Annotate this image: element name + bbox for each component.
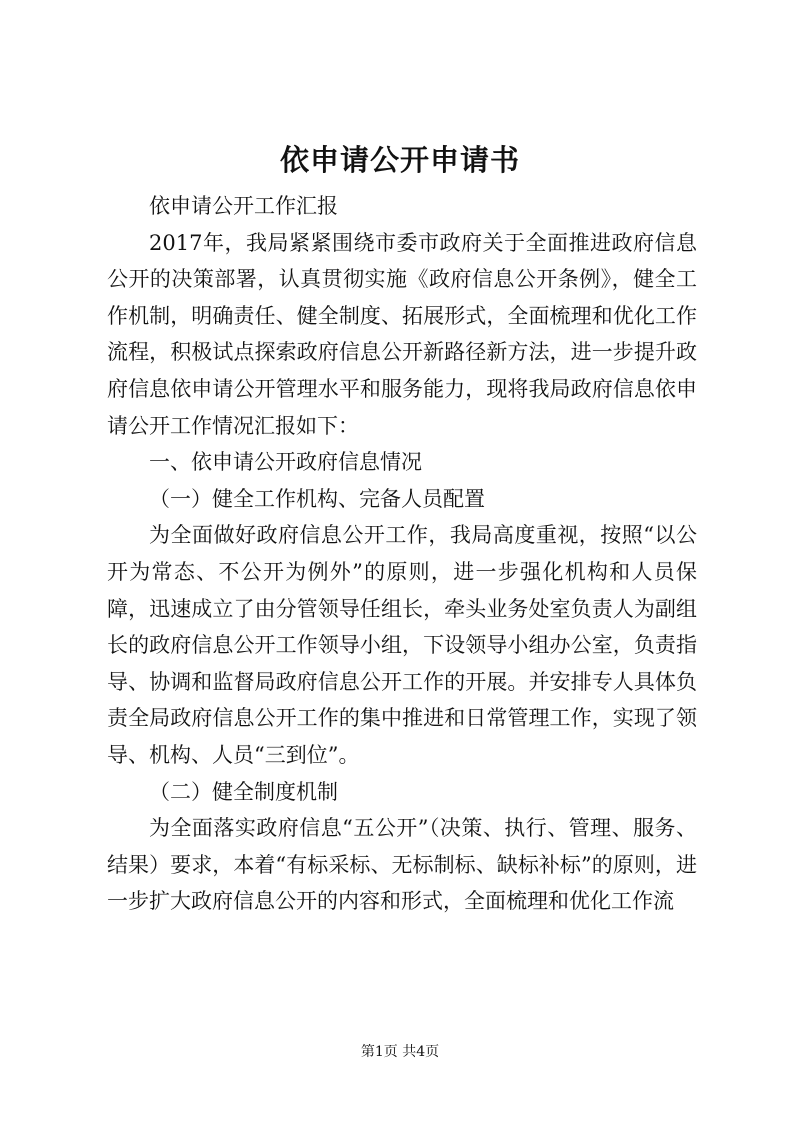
section-heading-1: 一、依申请公开政府信息情况 [149,450,422,475]
page-footer: 第1页 共4页 [360,1044,440,1060]
subsection-heading-1: （一）健全工作机构、完备人员配置 [149,486,485,511]
paragraph-organization: 为全面做好政府信息公开工作，我局高度重视，按照“以公开为常态、不公开为例外”的原则，进一步强化机构和人员保障，迅速成立了由分管领导任组长，牵头业务处室负责人为副组长的政府信息公开工作领导小组，下设领导小组办公室，负责指导、协调和监督局政府信息公开工作的开展。并安排专人具体负责全局政府信息公开工作的集中推进和日常管理工作，实现了领导、机构、人员“三到位”。 [107,523,697,767]
document-title: 依申请公开申请书 [279,143,520,177]
paragraph-intro: 2017年，我局紧紧围绕市委市政府关于全面推进政府信息公开的决策部署，认真贯彻实施《政府信息公开条例》，健全工作机制，明确责任、健全制度、拓展形式，全面梳理和优化工作流程，积极试点探索政府信息公开新路径新方法，进一步提升政府信息依申请公开管理水平和服务能力，现将我局政府信息依申请公开工作情况汇报如下： [107,230,697,438]
paragraph-system: 为全面落实政府信息“五公开”（决策、执行、管理、服务、结果）要求，本着“有标采标、无标制标、缺标补标”的原则，进一步扩大政府信息公开的内容和形式，全面梳理和优化工作流 [107,816,697,914]
subsection-heading-2: （二）健全制度机制 [149,779,338,804]
subheading-work-report: 依申请公开工作汇报 [149,194,338,218]
document-body [107,188,697,920]
